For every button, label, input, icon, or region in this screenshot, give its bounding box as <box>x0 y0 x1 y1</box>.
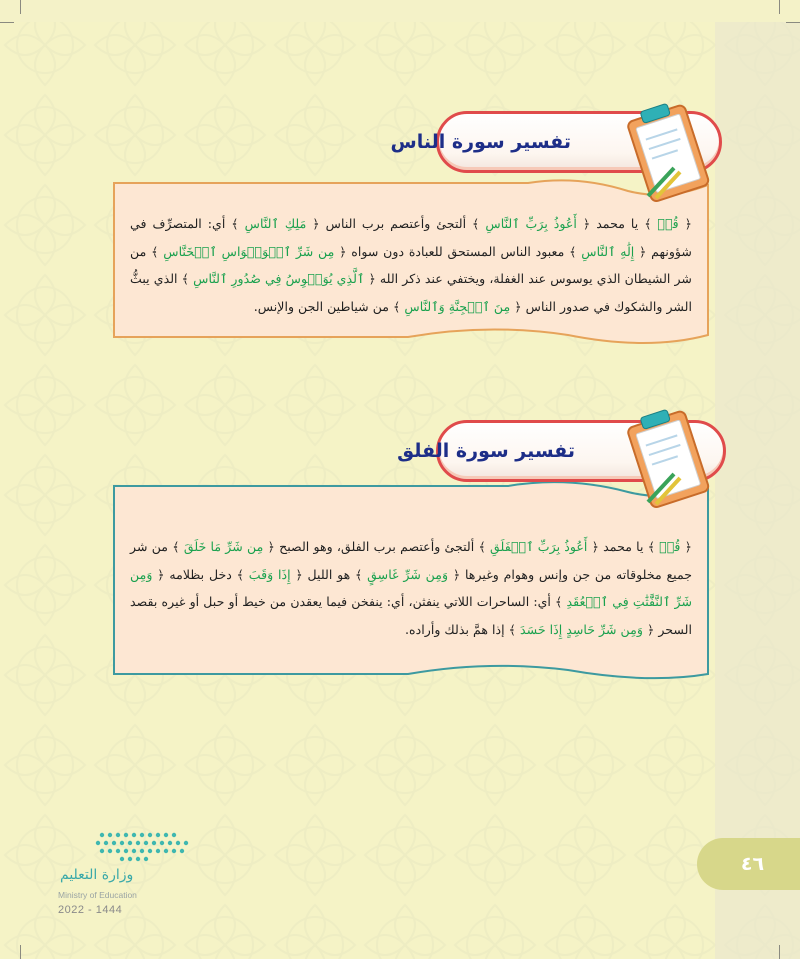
tafsir-text: ﴿ <box>680 539 693 554</box>
tafsir-text: ﴾ أي: المتصرِّف في <box>130 216 245 231</box>
tafsir-text: ﴾ إذا همَّ بذلك وأراده. <box>405 621 520 637</box>
quran-verse-text: قُلۡ <box>657 216 679 231</box>
tafsir-text: ﴾ دخل <box>208 566 249 582</box>
tafsir-text: شر جميع مخلوقاته من جن وإنس وهوام وغيرها ﴿ <box>130 539 693 582</box>
edition-year: 2022 - 1444 <box>58 904 123 916</box>
tafsir-text: ﴾ يا محمد ﴿ <box>587 539 660 554</box>
quran-verse-text: إِذَا وَقَبَ <box>248 566 291 582</box>
clipboard-icon <box>618 404 714 514</box>
ministry-name-english: Ministry of Education <box>58 890 137 900</box>
crop-mark <box>779 945 780 959</box>
tafsir-text: الذي يبثُّ الشر والشكوك في صدور الناس ﴿ <box>130 271 692 314</box>
crop-mark <box>779 0 780 14</box>
section2-title: تفسير سورة الفلق <box>397 440 575 462</box>
quran-verse-text: ٱلَّذِي يُوَسۡوِسُ فِي صُدُورِ ٱلنَّاسِ <box>193 271 365 286</box>
tafsir-text: ﴾ هو الليل ﴿ <box>290 566 368 582</box>
section1-title: تفسير سورة الناس <box>390 131 571 153</box>
quran-verse-text: إِلَٰهِ ٱلنَّاسِ <box>581 243 635 259</box>
section2-paragraph <box>130 533 692 643</box>
ministry-name-arabic: وزارة التعليم <box>60 867 134 883</box>
quran-verse-text: قُلۡ <box>659 539 681 554</box>
tafsir-text: ﴾ ألتجئ وأعتصم برب الناس ﴿ <box>306 216 486 231</box>
section2-text-box <box>118 527 704 677</box>
tafsir-text: شر الشيطان الذي يوسوس عند الغفلة، ويختفي عند ذكر الله ﴿ <box>364 271 692 286</box>
crop-mark <box>786 22 800 23</box>
section1-text-box <box>118 202 704 348</box>
page-number-tab <box>697 838 800 890</box>
quran-verse-text: وَمِن شَرِّ غَاسِقٍ <box>367 566 449 582</box>
crop-mark <box>20 945 21 959</box>
tafsir-text: ﴾ <box>181 271 194 286</box>
crop-mark <box>20 0 21 14</box>
quran-verse-text: وَمِن شَرِّ ٱلنَّفَّٰثَٰتِ فِي ٱلۡعُقَدِ <box>130 566 692 609</box>
tafsir-text: ﴾ معبود الناس المستحق للعبادة دون سواه ﴿ <box>334 243 582 259</box>
tafsir-text: شؤونهم ﴿ <box>634 243 692 259</box>
quran-verse-text: مِن شَرِّ ٱلۡوَسۡوَاسِ ٱلۡخَنَّاسِ <box>163 243 335 259</box>
quran-verse-text: وَمِن شَرِّ حَاسِدٍ إِذَا حَسَدَ <box>520 621 643 637</box>
section1-paragraph <box>130 210 692 320</box>
tafsir-text: ﴾ يا محمد ﴿ <box>576 216 658 231</box>
tafsir-text: ﴾ من شياطين الجن والإنس. <box>253 298 405 314</box>
quran-verse-text: مَلِكِ ٱلنَّاسِ <box>244 216 307 231</box>
quran-verse-text: أَعُوذُ بِرَبِّ ٱلۡفَلَقِ <box>490 539 588 554</box>
quran-verse-text: مِنَ ٱلۡجِنَّةِ وَٱلنَّاسِ <box>404 298 511 314</box>
quran-verse-text: أَعُوذُ بِرَبِّ ٱلنَّاسِ <box>485 216 577 231</box>
tafsir-text: ﴾ أي: الساحرات اللاتي ينفثن، أي: ينفخن فيما يعقدن <box>290 594 567 609</box>
page-number: ٤٦ <box>740 853 765 875</box>
crop-mark <box>0 22 14 23</box>
tafsir-text: من خيط أو حبل أو غيره بقصد السحر ﴿ <box>130 594 692 637</box>
tafsir-text: ﴾ ألتجئ وأعتصم برب الفلق، وهو الصبح ﴿ <box>263 539 491 554</box>
quran-verse-text: مِن شَرِّ مَا خَلَقَ <box>183 539 264 554</box>
tafsir-text: ﴾ من <box>151 539 184 554</box>
tafsir-text: بظلامه ﴿ <box>152 566 205 582</box>
tafsir-text: ﴾ من <box>130 243 164 259</box>
clipboard-icon <box>618 98 714 208</box>
tafsir-text: ﴿ <box>678 216 692 231</box>
